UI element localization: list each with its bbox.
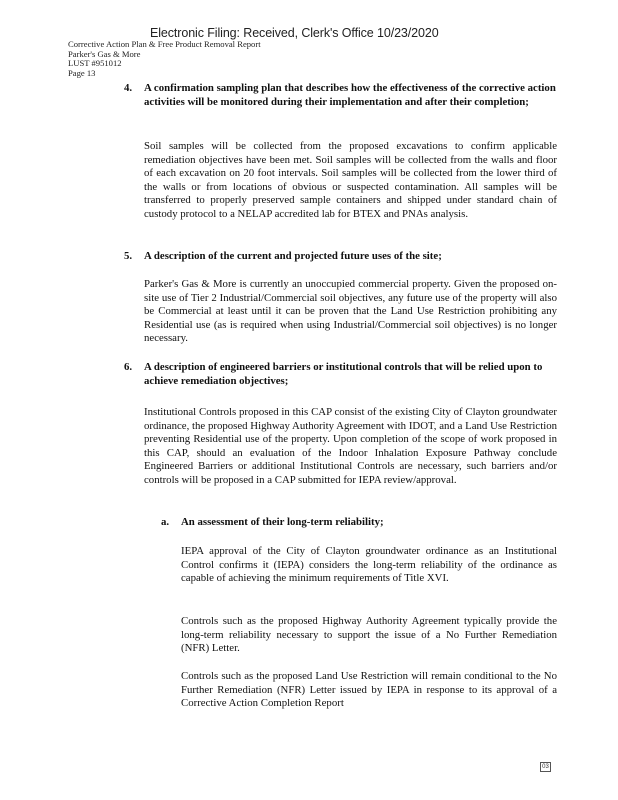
header-report-title: Corrective Action Plan & Free Product Removal Report [68, 39, 261, 49]
header-page-number: Page 13 [68, 67, 96, 78]
header-site-name: Parker's Gas & More [68, 48, 141, 59]
subsection-heading-text: An assessment of their long-term reliability; [181, 516, 384, 528]
page-header [68, 40, 261, 78]
header-lust-number: LUST #951012 [68, 58, 122, 69]
section-6-body: Institutional Controls proposed in this CAP consist of the existing City of Clayton groundwater ordinance, the proposed Highway Authority Agreement with IDOT, and a Land Use Restriction preventing Residential use of the property. Upon completion of the scope of work proposed in this CAP, should an evaluation of the Indoor Inhalation Exposure Pathway conclude Engineered Barriers or additional Institutional Controls are necessary, such barriers and/or controls will be proposed in a CAP submitted for IEPA review/approval. [144, 406, 557, 486]
subsection-a-paragraph-2: Controls such as the proposed Highway Authority Agreement typically provide the long-term reliability necessary to support the issue of a No Further Remediation (NFR) Letter. [181, 615, 557, 655]
section-heading-text: A description of engineered barriers or institutional controls that will be relied upon to achieve remediation objectives; [144, 361, 543, 387]
section-heading-text: A confirmation sampling plan that describes how the effectiveness of the corrective action activities will be monitored during their implementation and after their completion; [144, 82, 556, 108]
section-heading-text: A description of the current and projected future uses of the site; [144, 250, 442, 262]
section-5-body: Parker's Gas & More is currently an unoccupied commercial property. Given the proposed on-site use of Tier 2 Industrial/Commercial soil objectives, any future use of the property will also be Commercial at least until it can be proven that the Land Use Restriction prohibiting any Residential use (as is required when using Industrial/Commercial soil objectives) is no longer necessary. [144, 278, 557, 345]
subsection-letter: a. [161, 516, 170, 528]
filing-stamp: Electronic Filing: Received, Clerk's Office 10/23/2020 [150, 26, 439, 40]
page-corner-mark: 03 [540, 762, 551, 772]
subsection-a-paragraph-3: Controls such as the proposed Land Use Restriction will remain conditional to the No Further Remediation (NFR) Letter issued by IEPA in response to its approval of a Corrective Action Completion Report [181, 670, 557, 710]
section-number: 4. [124, 82, 133, 94]
section-number: 5. [124, 250, 133, 262]
section-4-body: Soil samples will be collected from the proposed excavations to confirm applicable remediation objectives have been met. Soil samples will be collected from the walls and floor of each excavation on 20 foot intervals. Soil samples will be collected from the lower third of the walls or from locations of obvious or suspected contamination. All samples will be transferred to properly preserved sample containers and shipped under standard chain of custody protocol to a NELAP accredited lab for BTEX and PNAs analysis. [144, 140, 557, 220]
subsection-a-paragraph-1: IEPA approval of the City of Clayton groundwater ordinance as an Institutional Control confirms it (IEPA) considers the long-term reliability of the ordinance as capable of achieving the minimum requirements of Title XVI. [181, 545, 557, 585]
section-number: 6. [124, 361, 133, 373]
